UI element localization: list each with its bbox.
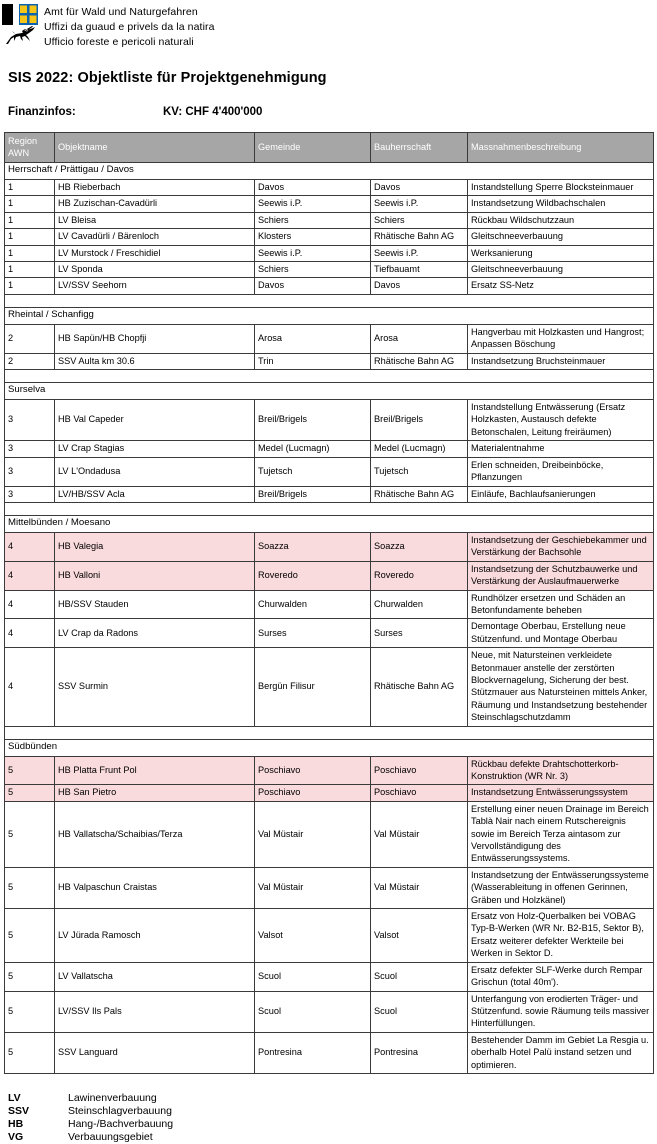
column-header-region-line1: Region xyxy=(8,135,38,146)
cell-region: 1 xyxy=(5,229,55,245)
cell-objektname: HB Valloni xyxy=(55,561,255,590)
cell-region: 4 xyxy=(5,561,55,590)
cell-objektname: HB Platta Frunt Pol xyxy=(55,756,255,785)
table-row xyxy=(5,590,654,619)
legend-row xyxy=(8,1105,173,1118)
table-row xyxy=(5,619,654,648)
cell-region: 5 xyxy=(5,909,55,963)
table-group-spacer xyxy=(5,370,654,383)
cell-gemeinde: Valsot xyxy=(255,909,371,963)
letterhead-line-german: Amt für Wald und Naturgefahren xyxy=(44,6,198,18)
legend-description: Lawinenverbauung xyxy=(68,1091,157,1104)
cell-massnahmenbeschreibung: Gleitschneeverbauung xyxy=(468,262,654,278)
table-group-title: Surselva xyxy=(5,383,654,400)
cell-gemeinde: Soazza xyxy=(255,532,371,561)
letterhead-text xyxy=(44,4,215,50)
cell-massnahmenbeschreibung: Instandstellung Entwässerung (Ersatz Holzkasten, Austausch defekte Betonschalen, Leitung freiräumen) xyxy=(468,400,654,441)
table-row xyxy=(5,561,654,590)
cell-region: 2 xyxy=(5,353,55,369)
cell-gemeinde: Roveredo xyxy=(255,561,371,590)
legend-abbreviation: VG xyxy=(8,1130,24,1143)
cell-objektname: LV Murstock / Freschidiel xyxy=(55,245,255,261)
cell-objektname: SSV Aulta km 30.6 xyxy=(55,353,255,369)
cell-gemeinde: Tujetsch xyxy=(255,457,371,486)
cell-gemeinde: Arosa xyxy=(255,324,371,353)
cell-gemeinde: Schiers xyxy=(255,262,371,278)
table-row xyxy=(5,756,654,785)
cell-bauherrschaft: Scuol xyxy=(371,991,468,1032)
cell-objektname: LV Cavadürli / Bärenloch xyxy=(55,229,255,245)
cell-region: 1 xyxy=(5,245,55,261)
table-row xyxy=(5,441,654,457)
cell-objektname: HB Rieberbach xyxy=(55,180,255,196)
cell-gemeinde: Val Müstair xyxy=(255,867,371,908)
finance-info-row xyxy=(8,106,657,118)
cell-region: 1 xyxy=(5,180,55,196)
table-group-spacer-cell xyxy=(5,726,654,739)
table-group-spacer xyxy=(5,726,654,739)
cell-gemeinde: Breil/Brigels xyxy=(255,400,371,441)
cell-gemeinde: Davos xyxy=(255,180,371,196)
cell-region: 3 xyxy=(5,457,55,486)
table-row xyxy=(5,457,654,486)
cell-objektname: LV/HB/SSV Acla xyxy=(55,486,255,502)
finance-value: KV: CHF 4'400'000 xyxy=(163,106,263,118)
cell-objektname: LV Sponda xyxy=(55,262,255,278)
table-row xyxy=(5,229,654,245)
table-group-header-row xyxy=(5,739,654,756)
page-title: SIS 2022: Objektliste für Projektgenehmigung xyxy=(8,70,327,86)
cell-bauherrschaft: Val Müstair xyxy=(371,801,468,867)
letterhead-line-italian: Ufficio foreste e pericoli naturali xyxy=(44,36,194,48)
cell-massnahmenbeschreibung: Instandsetzung Wildbachschalen xyxy=(468,196,654,212)
cell-objektname: LV Bleisa xyxy=(55,212,255,228)
column-header-massnahmenbeschreibung: Massnahmenbeschreibung xyxy=(468,133,654,163)
cell-gemeinde: Klosters xyxy=(255,229,371,245)
cell-gemeinde: Val Müstair xyxy=(255,801,371,867)
cell-gemeinde: Schiers xyxy=(255,212,371,228)
table-row xyxy=(5,353,654,369)
cell-objektname: LV/SSV Seehorn xyxy=(55,278,255,294)
cell-bauherrschaft: Breil/Brigels xyxy=(371,400,468,441)
cell-massnahmenbeschreibung: Rundhölzer ersetzen und Schäden an Betonfundamente beheben xyxy=(468,590,654,619)
cell-gemeinde: Poschiavo xyxy=(255,756,371,785)
table-row xyxy=(5,962,654,991)
cell-region: 3 xyxy=(5,441,55,457)
cell-gemeinde: Pontresina xyxy=(255,1032,371,1073)
cell-massnahmenbeschreibung: Ersatz von Holz-Querbalken bei VOBAG Typ-B-Werken (WR Nr. B2-B15, Sektor B), Ersatz weiterer defekter Werkteile bei Werken in Sektor D. xyxy=(468,909,654,963)
cell-bauherrschaft: Tiefbauamt xyxy=(371,262,468,278)
cell-region: 2 xyxy=(5,324,55,353)
cell-massnahmenbeschreibung: Materialentnahme xyxy=(468,441,654,457)
cell-bauherrschaft: Scuol xyxy=(371,962,468,991)
cell-gemeinde: Scuol xyxy=(255,991,371,1032)
legend-description: Verbauungsgebiet xyxy=(68,1130,153,1143)
legend-row xyxy=(8,1118,173,1131)
table-row xyxy=(5,400,654,441)
cell-massnahmenbeschreibung: Instandsetzung der Schutzbauwerke und Verstärkung der Auslaufmauerwerke xyxy=(468,561,654,590)
cell-bauherrschaft: Rhätische Bahn AG xyxy=(371,353,468,369)
table-group-spacer-cell xyxy=(5,502,654,515)
cell-region: 4 xyxy=(5,648,55,726)
cell-bauherrschaft: Rhätische Bahn AG xyxy=(371,486,468,502)
cell-region: 5 xyxy=(5,991,55,1032)
cell-objektname: HB Zuzischan-Cavadürli xyxy=(55,196,255,212)
cell-region: 1 xyxy=(5,278,55,294)
table-header xyxy=(5,133,654,163)
cell-objektname: HB Vallatscha/Schaibias/Terza xyxy=(55,801,255,867)
cell-region: 5 xyxy=(5,867,55,908)
finance-label: Finanzinfos: xyxy=(8,106,76,118)
cell-region: 4 xyxy=(5,619,55,648)
cell-region: 5 xyxy=(5,756,55,785)
table-group-spacer xyxy=(5,294,654,307)
cell-region: 4 xyxy=(5,590,55,619)
cell-bauherrschaft: Schiers xyxy=(371,212,468,228)
cell-region: 1 xyxy=(5,196,55,212)
cell-region: 5 xyxy=(5,962,55,991)
cell-objektname: HB Val Capeder xyxy=(55,400,255,441)
cell-massnahmenbeschreibung: Instandsetzung der Entwässerungssysteme (Wasserableitung in offenen Gerinnen, Gräben und Holzkänel) xyxy=(468,867,654,908)
legend-description: Steinschlagverbauung xyxy=(68,1104,172,1117)
cell-region: 3 xyxy=(5,400,55,441)
cell-gemeinde: Poschiavo xyxy=(255,785,371,801)
table-group-title: Mittelbünden / Moesano xyxy=(5,515,654,532)
object-list-table-wrapper xyxy=(4,132,653,1074)
cell-massnahmenbeschreibung: Neue, mit Natursteinen verkleidete Betonmauer anstelle der zerstörten Blockvernagelung, Sicherung der best. Stützmauer aus Natursteinen mittels Anker, Räumung und Instandsetzung bestehender Steinschlagschutzdamm xyxy=(468,648,654,726)
legend-description: Hang-/Bachverbauung xyxy=(68,1117,174,1130)
cell-objektname: SSV Languard xyxy=(55,1032,255,1073)
cell-bauherrschaft: Churwalden xyxy=(371,590,468,619)
cell-bauherrschaft: Val Müstair xyxy=(371,867,468,908)
cell-massnahmenbeschreibung: Instandsetzung der Geschiebekammer und Verstärkung der Bachsohle xyxy=(468,532,654,561)
table-group-title: Südbünden xyxy=(5,739,654,756)
cell-gemeinde: Seewis i.P. xyxy=(255,196,371,212)
table-row xyxy=(5,245,654,261)
cell-objektname: HB Sapün/HB Chopfji xyxy=(55,324,255,353)
letterhead xyxy=(0,0,657,48)
object-list-table xyxy=(4,132,654,1074)
cell-bauherrschaft: Medel (Lucmagn) xyxy=(371,441,468,457)
cell-objektname: LV Crap da Radons xyxy=(55,619,255,648)
column-header-objektname: Objektname xyxy=(55,133,255,163)
table-row xyxy=(5,909,654,963)
cell-bauherrschaft: Rhätische Bahn AG xyxy=(371,229,468,245)
table-row xyxy=(5,180,654,196)
column-header-region-line2: AWN xyxy=(8,148,30,158)
cell-bauherrschaft: Soazza xyxy=(371,532,468,561)
cell-massnahmenbeschreibung: Ersatz SS-Netz xyxy=(468,278,654,294)
table-row xyxy=(5,785,654,801)
cell-massnahmenbeschreibung: Instandstellung Sperre Blocksteinmauer xyxy=(468,180,654,196)
cell-objektname: LV Jürada Ramosch xyxy=(55,909,255,963)
legend-row xyxy=(8,1131,173,1144)
legend xyxy=(8,1092,657,1144)
cell-objektname: LV Crap Stagias xyxy=(55,441,255,457)
cell-gemeinde: Scuol xyxy=(255,962,371,991)
cell-objektname: HB Valegia xyxy=(55,532,255,561)
cell-objektname: LV/SSV Ils Pals xyxy=(55,991,255,1032)
cell-massnahmenbeschreibung: Demontage Oberbau, Erstellung neue Stützenfund. und Montage Oberbau xyxy=(468,619,654,648)
cell-bauherrschaft: Surses xyxy=(371,619,468,648)
legend-row xyxy=(8,1092,173,1105)
table-row xyxy=(5,278,654,294)
cell-massnahmenbeschreibung: Ersatz defekter SLF-Werke durch Rempar Grischun (total 40m'). xyxy=(468,962,654,991)
table-row xyxy=(5,648,654,726)
cell-bauherrschaft: Arosa xyxy=(371,324,468,353)
cell-region: 1 xyxy=(5,212,55,228)
cell-bauherrschaft: Valsot xyxy=(371,909,468,963)
cell-gemeinde: Bergün Filisur xyxy=(255,648,371,726)
cell-bauherrschaft: Roveredo xyxy=(371,561,468,590)
table-row xyxy=(5,532,654,561)
table-row xyxy=(5,324,654,353)
cell-massnahmenbeschreibung: Bestehender Damm im Gebiet La Resgia u. oberhalb Hotel Palü instand setzen und optimieren. xyxy=(468,1032,654,1073)
cell-gemeinde: Medel (Lucmagn) xyxy=(255,441,371,457)
cell-gemeinde: Churwalden xyxy=(255,590,371,619)
cell-region: 3 xyxy=(5,486,55,502)
cell-massnahmenbeschreibung: Erlen schneiden, Dreibeinböcke, Pflanzungen xyxy=(468,457,654,486)
column-header-region xyxy=(5,133,55,163)
table-row xyxy=(5,196,654,212)
column-header-bauherrschaft: Bauherrschaft xyxy=(371,133,468,163)
cell-bauherrschaft: Poschiavo xyxy=(371,785,468,801)
table-group-spacer-cell xyxy=(5,370,654,383)
cell-gemeinde: Surses xyxy=(255,619,371,648)
cell-bauherrschaft: Rhätische Bahn AG xyxy=(371,648,468,726)
table-header-row xyxy=(5,133,654,163)
cell-gemeinde: Breil/Brigels xyxy=(255,486,371,502)
letterhead-line-romansh: Uffizi da guaud e privels da la natira xyxy=(44,21,215,33)
cell-region: 1 xyxy=(5,262,55,278)
table-row xyxy=(5,1032,654,1073)
cell-massnahmenbeschreibung: Gleitschneeverbauung xyxy=(468,229,654,245)
table-row xyxy=(5,867,654,908)
cell-massnahmenbeschreibung: Rückbau Wildschutzzaun xyxy=(468,212,654,228)
cell-bauherrschaft: Davos xyxy=(371,180,468,196)
legend-abbreviation: SSV xyxy=(8,1104,30,1117)
cell-objektname: HB Valpaschun Craistas xyxy=(55,867,255,908)
table-group-title: Herrschaft / Prättigau / Davos xyxy=(5,163,654,180)
cell-region: 5 xyxy=(5,801,55,867)
table-group-title: Rheintal / Schanfigg xyxy=(5,307,654,324)
table-row xyxy=(5,486,654,502)
cell-bauherrschaft: Seewis i.P. xyxy=(371,196,468,212)
table-group-spacer-cell xyxy=(5,294,654,307)
cell-region: 4 xyxy=(5,532,55,561)
cell-massnahmenbeschreibung: Rückbau defekte Drahtschotterkorb-Konstruktion (WR Nr. 3) xyxy=(468,756,654,785)
legend-abbreviation: HB xyxy=(8,1117,24,1130)
cell-massnahmenbeschreibung: Instandsetzung Entwässerungssystem xyxy=(468,785,654,801)
table-row xyxy=(5,212,654,228)
cell-objektname: HB San Pietro xyxy=(55,785,255,801)
cell-massnahmenbeschreibung: Erstellung einer neuen Drainage im Bereich Tablà Nair nach einem Rutschereignis sowie im Bereich Terza aintasom zur Vervollständigung des Entwässerungssystems. xyxy=(468,801,654,867)
cell-gemeinde: Davos xyxy=(255,278,371,294)
cell-bauherrschaft: Pontresina xyxy=(371,1032,468,1073)
table-group-header-row xyxy=(5,515,654,532)
table-group-header-row xyxy=(5,307,654,324)
table-group-spacer xyxy=(5,502,654,515)
cell-gemeinde: Trin xyxy=(255,353,371,369)
table-group-header-row xyxy=(5,383,654,400)
cell-bauherrschaft: Seewis i.P. xyxy=(371,245,468,261)
table-row xyxy=(5,991,654,1032)
cell-massnahmenbeschreibung: Werksanierung xyxy=(468,245,654,261)
table-group-header-row xyxy=(5,163,654,180)
cell-region: 5 xyxy=(5,785,55,801)
cell-massnahmenbeschreibung: Hangverbau mit Holzkasten und Hangrost; Anpassen Böschung xyxy=(468,324,654,353)
legend-abbreviation: LV xyxy=(8,1091,21,1104)
cell-objektname: LV L'Ondadusa xyxy=(55,457,255,486)
cell-objektname: LV Vallatscha xyxy=(55,962,255,991)
cell-massnahmenbeschreibung: Einläufe, Bachlaufsanierungen xyxy=(468,486,654,502)
cell-bauherrschaft: Tujetsch xyxy=(371,457,468,486)
table-row xyxy=(5,801,654,867)
table-row xyxy=(5,262,654,278)
cell-region: 5 xyxy=(5,1032,55,1073)
cell-massnahmenbeschreibung: Unterfangung von erodierten Träger- und Stützenfund. sowie Räumung teils massiver Hinterfüllungen. xyxy=(468,991,654,1032)
graubuenden-coat-of-arms-icon xyxy=(2,4,38,48)
cell-bauherrschaft: Poschiavo xyxy=(371,756,468,785)
cell-massnahmenbeschreibung: Instandsetzung Bruchsteinmauer xyxy=(468,353,654,369)
table-body xyxy=(5,163,654,1074)
cell-objektname: HB/SSV Stauden xyxy=(55,590,255,619)
cell-bauherrschaft: Davos xyxy=(371,278,468,294)
legend-table xyxy=(8,1092,173,1144)
column-header-gemeinde: Gemeinde xyxy=(255,133,371,163)
cell-objektname: SSV Surmin xyxy=(55,648,255,726)
cell-gemeinde: Seewis i.P. xyxy=(255,245,371,261)
